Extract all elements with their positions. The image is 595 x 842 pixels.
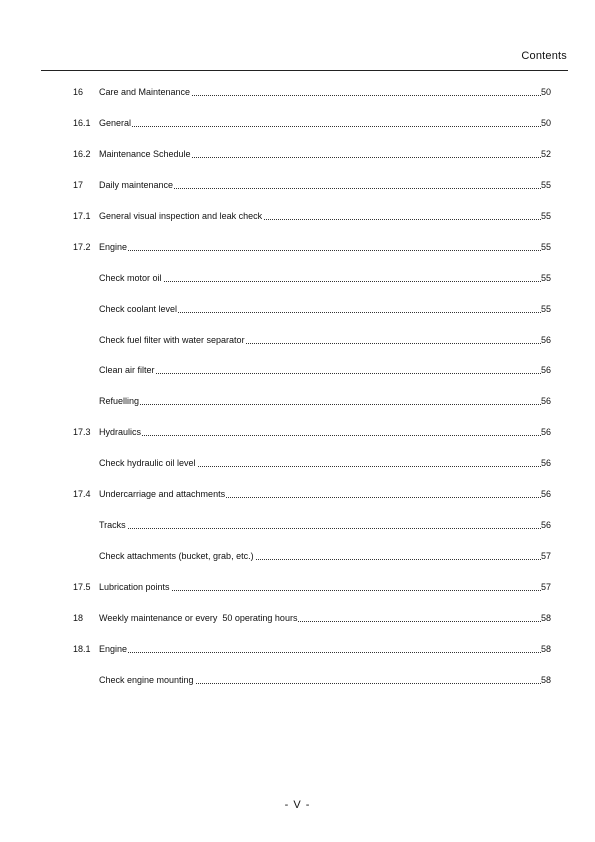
toc-entry[interactable] (0, 364, 595, 395)
toc-entry[interactable] (0, 457, 595, 488)
leader-dots (99, 651, 541, 653)
toc-entry[interactable] (0, 426, 595, 457)
toc-section-title: Undercarriage and attachments (99, 489, 226, 500)
toc-section-title: Engine (99, 241, 128, 252)
toc-page-number: 50 (541, 117, 552, 128)
header-title: Contents (521, 50, 567, 62)
toc-entry[interactable] (0, 210, 595, 241)
toc-entry[interactable] (0, 550, 595, 581)
toc-section-title: Check coolant level (99, 303, 178, 314)
toc-entry[interactable] (0, 86, 595, 117)
toc-page-number: 56 (541, 427, 552, 438)
toc-page-number: 56 (541, 334, 552, 345)
toc-entry[interactable] (0, 117, 595, 148)
toc-entry[interactable] (0, 488, 595, 519)
toc-section-number: 16.2 (73, 148, 91, 159)
leader-dots (99, 125, 541, 127)
toc-section-title: General visual inspection and leak check (99, 210, 263, 221)
toc-section-title: Check fuel filter with water separator (99, 334, 245, 345)
toc-page-number: 56 (541, 520, 552, 531)
toc-section-number: 16.1 (73, 117, 91, 128)
toc-entry[interactable] (0, 179, 595, 210)
toc-entry[interactable] (0, 581, 595, 612)
leader-dots (99, 527, 541, 529)
toc-section-title: Check hydraulic oil level (99, 458, 196, 469)
toc-section-title: Engine (99, 643, 128, 654)
leader-dots (99, 280, 541, 282)
toc-entry[interactable] (0, 303, 595, 334)
toc-section-title: Check engine mounting (99, 674, 194, 685)
toc-section-title: Clean air filter (99, 365, 155, 376)
toc-section-number: 18 (73, 612, 84, 623)
toc-entry[interactable] (0, 674, 595, 705)
toc-page-number: 56 (541, 365, 552, 376)
leader-dots (99, 403, 541, 405)
toc-page-number: 57 (541, 551, 552, 562)
toc-section-number: 16 (73, 87, 84, 97)
toc-entry[interactable] (0, 241, 595, 272)
leader-dots (99, 434, 541, 436)
toc-section-title: Maintenance Schedule (99, 148, 191, 159)
toc-section-number: 17 (73, 179, 84, 190)
toc-section-number: 17.2 (73, 241, 91, 252)
toc-entry[interactable] (0, 395, 595, 426)
toc-entry[interactable] (0, 334, 595, 365)
leader-dots (99, 372, 541, 374)
toc-page-number: 55 (541, 272, 552, 283)
toc-page-number: 52 (541, 148, 552, 159)
toc-section-title: Lubrication points (99, 582, 170, 592)
toc-section-number: 17.3 (73, 427, 91, 438)
toc-entry[interactable] (0, 519, 595, 550)
toc-section-title: Check motor oil (99, 272, 162, 283)
toc-section-title: Refuelling (99, 396, 140, 407)
toc-section-title: General (99, 117, 132, 128)
table-of-contents (0, 86, 595, 705)
toc-entry[interactable] (0, 272, 595, 303)
toc-section-number: 17.4 (73, 489, 91, 500)
toc-section-title: Weekly maintenance or every 50 operating hours (99, 612, 298, 623)
toc-page-number: 55 (541, 179, 552, 190)
toc-page-number: 58 (541, 612, 552, 623)
toc-entry[interactable] (0, 643, 595, 674)
toc-section-title: Daily maintenance (99, 179, 174, 190)
toc-page-number: 55 (541, 210, 552, 221)
toc-page-number: 56 (541, 489, 552, 500)
toc-page-number: 56 (541, 396, 552, 407)
toc-page-number: 58 (541, 674, 552, 685)
toc-page-number: 50 (541, 87, 552, 97)
toc-page-number: 55 (541, 303, 552, 314)
toc-section-number: 17.1 (73, 210, 91, 221)
header-rule (41, 70, 568, 71)
toc-entry[interactable] (0, 612, 595, 643)
toc-section-number: 18.1 (73, 643, 91, 654)
toc-page-number: 56 (541, 458, 552, 469)
page-number-footer: - V - (284, 799, 311, 811)
toc-page-number: 55 (541, 241, 552, 252)
toc-section-title: Care and Maintenance (99, 87, 191, 97)
toc-section-title: Tracks (99, 520, 126, 531)
toc-section-title: Hydraulics (99, 427, 142, 438)
toc-entry[interactable] (0, 148, 595, 179)
toc-page-number: 57 (541, 582, 552, 592)
toc-page-number: 58 (541, 643, 552, 654)
leader-dots (99, 249, 541, 251)
toc-section-number: 17.5 (73, 582, 91, 592)
toc-section-title: Check attachments (bucket, grab, etc.) (99, 551, 254, 562)
